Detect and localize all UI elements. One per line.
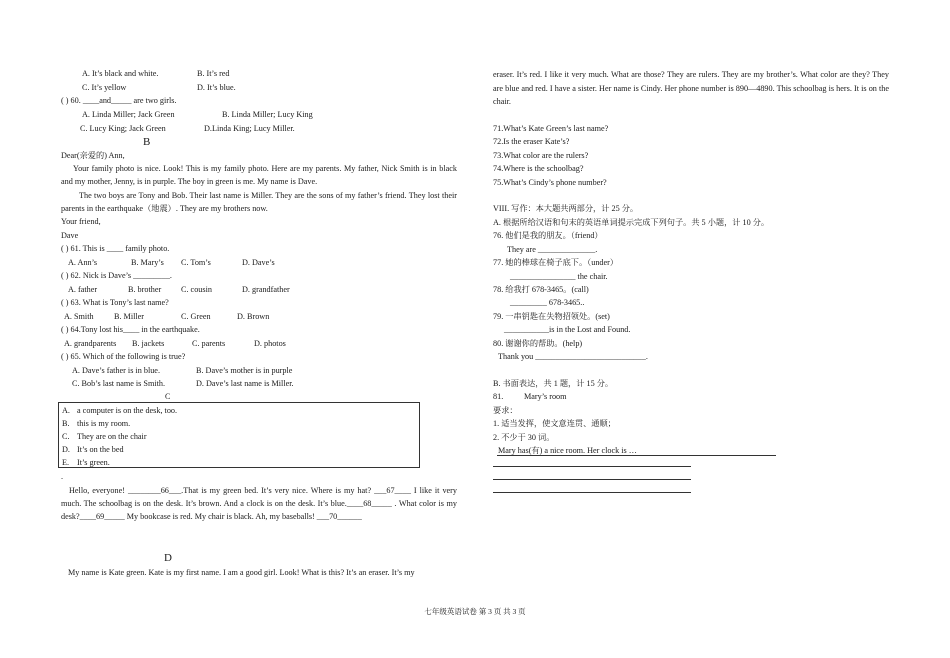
question-63: ( ) 63. What is Tony’s last name? [61,298,169,307]
option-59-b: B. It’s red [197,69,230,78]
letter-salutation: Dear(亲爱的) Ann, [61,151,125,160]
answer-line [497,455,776,456]
question-65: ( ) 65. Which of the following is true? [61,352,186,361]
section-b-heading: B [143,136,151,148]
part-b-instruction: B. 书面表达，共 1 题，计 15 分。 [493,379,614,388]
option-59-a: A. It’s black and white. [82,69,159,78]
word-bank-box [58,402,420,468]
letter-paragraph-2: The two boys are Tony and Bob. Their last name is Miller. They are the sons of my father’s friend. They lost their parents in the earthquake（地震）. They are my brothers now. [61,191,457,213]
requirement-1: 1. 适当发挥，使文意连贯、通顺； [493,419,616,428]
option-62-b: B. brother [128,285,162,294]
option-59-d: D. It’s blue. [197,83,236,92]
stray-dot: . [61,472,64,481]
option-64-c: C. parents [192,339,226,348]
option-62-c: C. cousin [181,285,212,294]
question-76: 76. 他们是我的朋友。（friend） [493,231,603,240]
question-78: 78. 给我打 678-3465。(call) [493,285,589,294]
word-bank-item: D. It’s on the bed [62,445,124,454]
option-60-c: C. Lucy King; Jack Green [80,124,166,133]
word-bank-item: A. a computer is on the desk, too. [62,406,178,415]
option-64-a: A. grandparents [64,339,117,348]
answer-78: _________ 678-3465.. [510,298,585,307]
answer-77: ________________ the chair. [510,272,608,281]
question-73: 73.What color are the rulers? [493,151,589,160]
requirement-2: 2. 不少于 30 词。 [493,433,555,442]
option-61-c: C. Tom’s [181,258,211,267]
option-59-c: C. It’s yellow [82,83,127,92]
option-63-b: B. Miller [114,312,145,321]
passage-c: Hello, everyone! ________66___.That is my green bed. It’s very nice. Where is my hat? ___67____ I like it very much. The schoolbag is on the desk. It’s brown. And a clock is on the desk. It’s blue.____68_____ . What color is my desk?____69_____ My bookcase is red. My chair is black. Ah, my baseballs! ___70______ [61,486,457,521]
passage-d-continued: eraser. It’s red. I like it very much. What are those? They are rulers. They are my brother’s. What color are they? They are blue and red. I have a sister. Her name is Cindy. Her phone number is 890—4890. This schoolbag is hers. It is on the chair. [493,70,889,106]
answer-80: Thank you ___________________________. [498,352,648,361]
answer-79: ___________is in the Lost and Found. [504,325,631,334]
option-60-a: A. Linda Miller; Jack Green [82,110,175,119]
requirements-title: 要求： [493,406,518,415]
word-bank-item: E. It’s green. [62,458,110,467]
option-63-a: A. Smith [64,312,94,321]
question-61: ( ) 61. This is ____ family photo. [61,244,170,253]
option-61-d: D. Dave’s [242,258,275,267]
question-77: 77. 她的棒球在椅子底下。（under） [493,258,619,267]
option-61-a: A. Ann’s [68,258,98,267]
option-62-a: A. father [68,285,98,294]
option-63-c: C. Green [181,312,211,321]
page-footer: 七年级英语试卷 第 3 页 共 3 页 [424,607,526,616]
question-60: ( ) 60. ____and_____ are two girls. [61,96,177,105]
option-65-c: C. Bob’s last name is Smith. [72,379,166,388]
question-64: ( ) 64.Tony lost his____ in the earthquake. [61,325,200,334]
option-64-b: B. jackets [132,339,165,348]
section-c-heading: C [165,392,171,401]
answer-line [493,492,691,493]
option-65-d: D. Dave’s last name is Miller. [196,379,294,388]
answer-line [493,479,691,480]
option-61-b: B. Mary’s [131,258,164,267]
section-d-heading: D [164,552,172,564]
option-64-d: D. photos [254,339,286,348]
question-81-number: 81. [493,392,504,401]
word-bank-item: B. this is my room. [62,419,131,428]
option-62-d: D. grandfather [242,285,290,294]
writing-starter: Mary has(有) a nice room. Her clock is … [498,446,637,455]
option-63-d: D. Brown [237,312,270,321]
question-79: 79. 一串钥匙在失物招领处。(set) [493,312,610,321]
question-72: 72.Is the eraser Kate’s? [493,137,570,146]
answer-line [493,466,691,467]
option-60-b: B. Linda Miller; Lucy King [222,110,313,119]
question-81-title: Mary’s room [524,392,567,401]
option-60-d: D.Linda King; Lucy Miller. [204,124,295,133]
letter-signature: Dave [61,231,79,240]
question-75: 75.What’s Cindy’s phone number? [493,178,607,187]
part-a-instruction: A. 根据所给汉语和句末的英语单词提示完成下列句子。共 5 小题，计 10 分。 [493,218,770,227]
question-74: 74.Where is the schoolbag? [493,164,584,173]
question-62: ( ) 62. Nick is Dave’s _________. [61,271,172,280]
option-65-a: A. Dave’s father is in blue. [72,366,160,375]
question-80: 80. 谢谢你的帮助。(help) [493,339,583,348]
question-71: 71.What’s Kate Green’s last name? [493,124,609,133]
answer-76: They are ______________. [507,245,598,254]
letter-paragraph-1: Your family photo is nice. Look! This is my family photo. Here are my parents. My father, Nick Smith is in black and my mother, Jenny, is in purple. The boy in green is me. My name is Dave. [61,164,457,186]
letter-closing: Your friend, [61,217,101,226]
writing-section-title: VIII. 写作：本大题共两部分，计 25 分。 [493,204,639,213]
word-bank-item: C. They are on the chair [62,432,147,441]
passage-d-start: My name is Kate green. Kate is my first name. I am a good girl. Look! What is this? It’s an eraser. It’s my [68,568,415,577]
option-65-b: B. Dave’s mother is in purple [196,366,293,375]
